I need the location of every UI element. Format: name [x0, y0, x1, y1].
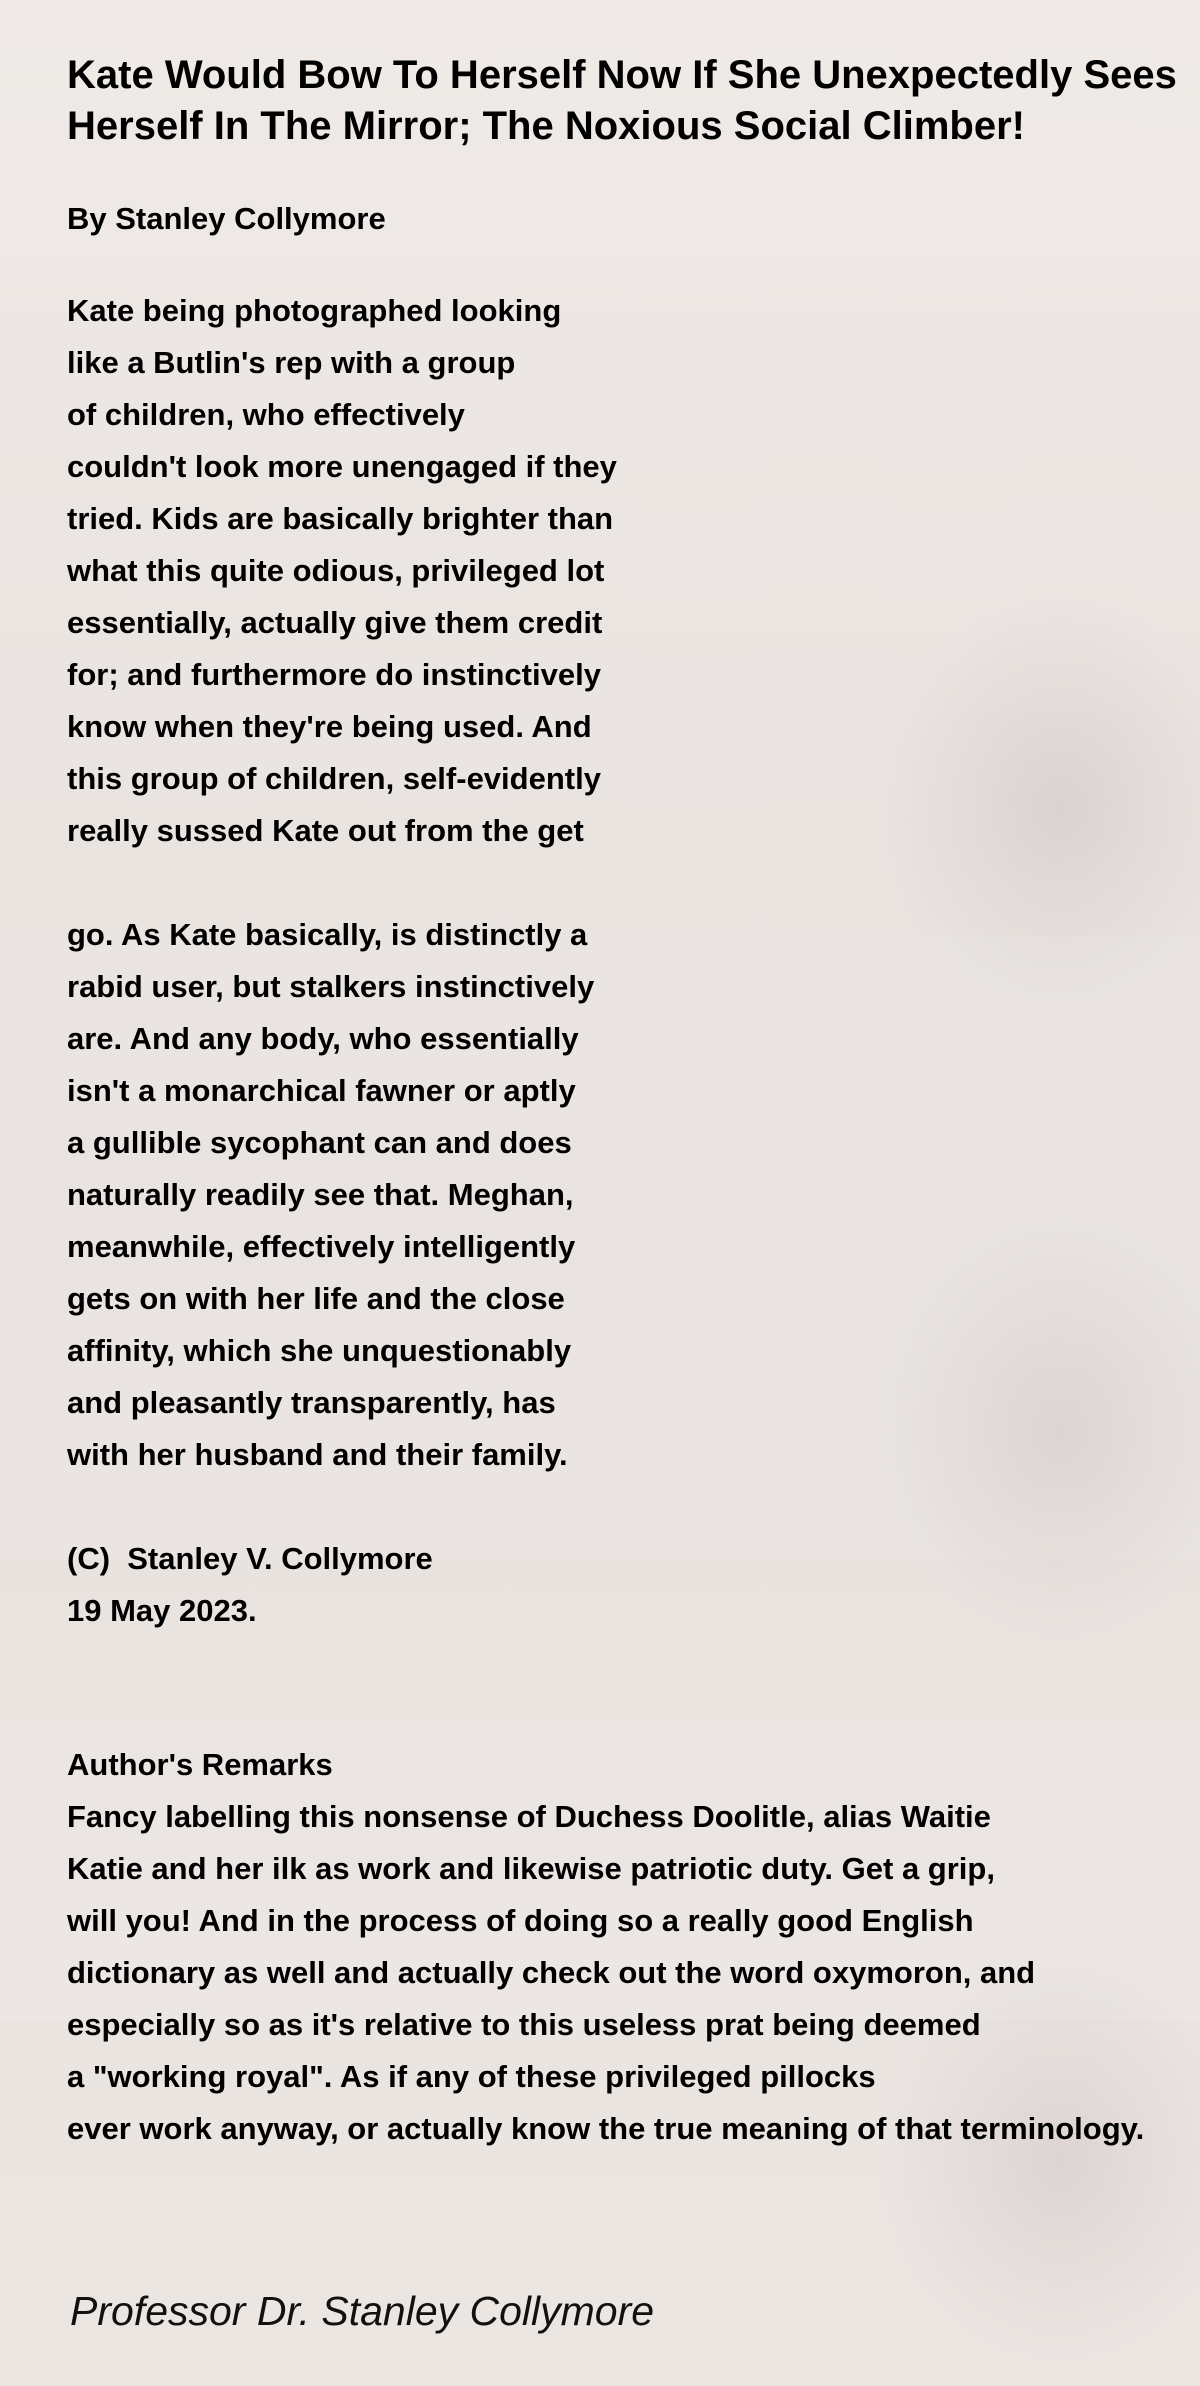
remarks-line: Fancy labelling this nonsense of Duchess Doolitle, alias Waitie	[67, 1799, 991, 1834]
remarks-line: dictionary as well and actually check out the word oxymoron, and	[67, 1955, 1036, 1990]
poem-line: rabid user, but stalkers instinctively	[67, 969, 595, 1004]
poem-line: what this quite odious, privileged lot	[67, 553, 605, 588]
poem-line: like a Butlin's rep with a group	[67, 345, 516, 380]
poem-line: are. And any body, who essentially	[67, 1021, 579, 1056]
remarks-line: ever work anyway, or actually know the true meaning of that terminology.	[67, 2111, 1145, 2146]
poem-line: isn't a monarchical fawner or aptly	[67, 1073, 576, 1108]
remarks-line: especially so as it's relative to this useless prat being deemed	[67, 2007, 981, 2042]
poem-line: and pleasantly transparently, has	[67, 1385, 556, 1420]
copyright-line: (C) Stanley V. Collymore	[67, 1541, 433, 1576]
poem-content	[67, 50, 1187, 2155]
remarks-line: Katie and her ilk as work and likewise patriotic duty. Get a grip,	[67, 1851, 995, 1886]
poem-title: Kate Would Bow To Herself Now If She Unexpectedly Sees Herself In The Mirror; The Noxious Social Climber!	[67, 53, 1177, 148]
poem-line: Kate being photographed looking	[67, 293, 562, 328]
stanza-1	[67, 285, 1187, 857]
poem-line: meanwhile, effectively intelligently	[67, 1229, 576, 1264]
poem-body	[67, 285, 1187, 1637]
author-remarks	[67, 1739, 1187, 2155]
poem-line: naturally readily see that. Meghan,	[67, 1177, 574, 1212]
remarks-line: will you! And in the process of doing so a really good English	[67, 1903, 974, 1938]
poem-line: essentially, actually give them credit	[67, 605, 603, 640]
poem-line: this group of children, self-evidently	[67, 761, 601, 796]
poem-line: for; and furthermore do instinctively	[67, 657, 601, 692]
remarks-heading: Author's Remarks	[67, 1747, 333, 1782]
stanza-2	[67, 909, 1187, 1481]
poem-line: affinity, which she unquestionably	[67, 1333, 572, 1368]
poem-line: know when they're being used. And	[67, 709, 592, 744]
poem-line: of children, who effectively	[67, 397, 465, 432]
copyright-date: 19 May 2023.	[67, 1593, 257, 1628]
poem-byline: By Stanley Collymore	[67, 201, 386, 236]
poem-line: with her husband and their family.	[67, 1437, 568, 1472]
copyright-notice	[67, 1533, 1187, 1637]
poem-line: gets on with her life and the close	[67, 1281, 565, 1316]
author-signature: Professor Dr. Stanley Collymore	[70, 2288, 655, 2334]
poem-line: really sussed Kate out from the get	[67, 813, 584, 848]
poem-line: a gullible sycophant can and does	[67, 1125, 572, 1160]
remarks-line: a "working royal". As if any of these privileged pillocks	[67, 2059, 876, 2094]
poem-line: couldn't look more unengaged if they	[67, 449, 617, 484]
poem-line: go. As Kate basically, is distinctly a	[67, 917, 588, 952]
poem-line: tried. Kids are basically brighter than	[67, 501, 614, 536]
